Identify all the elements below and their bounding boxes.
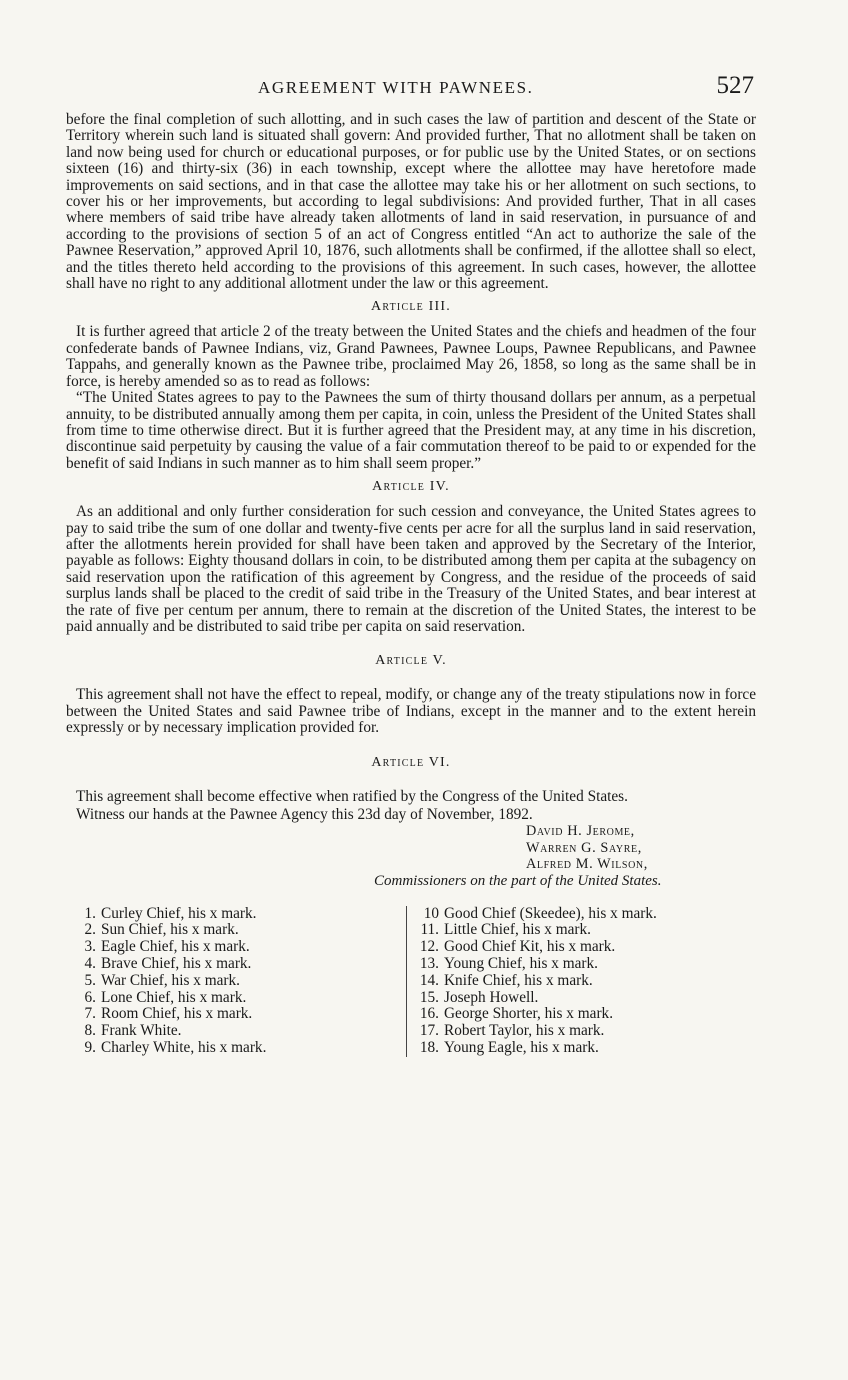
signatory-name: Young Chief, his x mark. bbox=[444, 955, 598, 973]
list-item bbox=[74, 939, 394, 956]
signatory-name: War Chief, his x mark. bbox=[101, 971, 240, 989]
signatory-name: Brave Chief, his x mark. bbox=[101, 955, 252, 973]
list-item bbox=[415, 906, 765, 923]
list-item bbox=[415, 990, 765, 1007]
list-item bbox=[415, 922, 765, 939]
document-page bbox=[66, 72, 756, 1066]
signatory-name: Young Eagle, his x mark. bbox=[444, 1039, 599, 1056]
signatory-name: Lone Chief, his x mark. bbox=[101, 988, 247, 1006]
witness-line: Witness our hands at the Pawnee Agency this 23d day of November, 1892. bbox=[76, 806, 533, 823]
commissioner-name: Alfred M. Wilson, bbox=[526, 856, 648, 873]
list-item bbox=[415, 1040, 765, 1057]
list-item bbox=[74, 956, 394, 973]
article-3-heading: Article III. bbox=[371, 299, 451, 315]
list-number: 10 bbox=[423, 904, 439, 922]
article-5-heading: Article V. bbox=[375, 653, 447, 669]
signatory-name: Sun Chief, his x mark. bbox=[101, 921, 239, 939]
list-number: 13. bbox=[419, 955, 439, 973]
running-title: AGREEMENT WITH PAWNEES. bbox=[258, 78, 534, 97]
signatory-list bbox=[66, 906, 756, 1066]
running-header bbox=[66, 72, 756, 112]
signatory-name: Good Chief Kit, his x mark. bbox=[444, 938, 616, 956]
list-item bbox=[415, 956, 765, 973]
list-number: 14. bbox=[419, 971, 439, 989]
list-number: 7. bbox=[84, 1005, 96, 1023]
list-number: 2. bbox=[84, 921, 96, 939]
list-number: 12. bbox=[419, 938, 439, 956]
list-number: 1. bbox=[84, 904, 96, 922]
article-6-paragraph: This agreement shall become effective when ratified by the Congress of the United States. bbox=[76, 787, 628, 805]
list-number: 15. bbox=[419, 988, 439, 1006]
page-number: 527 bbox=[716, 72, 754, 99]
list-number: 11. bbox=[420, 921, 439, 939]
list-item bbox=[415, 1023, 765, 1040]
list-item bbox=[74, 906, 394, 923]
list-number: 3. bbox=[84, 938, 96, 956]
signatory-name: Curley Chief, his x mark. bbox=[101, 904, 257, 922]
list-item bbox=[74, 1006, 394, 1023]
list-number: 8. bbox=[84, 1022, 96, 1040]
list-number: 16. bbox=[419, 1005, 439, 1023]
signatory-name: Good Chief (Skeedee), his x mark. bbox=[444, 904, 657, 922]
article-5-paragraph: This agreement shall not have the effect to repeal, modify, or change any of the treaty stipulations now in force between the United States and said Pawnee tribe of Indians, except in the manner and to the extent herein expressly or by necessary implication provided for. bbox=[66, 686, 756, 737]
article-4-paragraph: As an additional and only further consideration for such cession and conveyance, the United States agrees to pay to said tribe the sum of one dollar and twenty-five cents per acre for all the surplus land in said reservation, after the allotments herein provided for shall have been taken and approved by the Secretary of the Interior, payable as follows: Eighty thousand dollars in coin, to be distributed among them per capita at the subagency on said reservation upon the ratification of this agreement by Congress, and the residue of the proceeds of said surplus lands shall be placed to the credit of said tribe in the Treasury of the United States, and bear interest at the rate of five per centum per annum, there to remain at the discretion of the United States, the interest to be paid annually and be distributed to said tribe per capita on said reservation. bbox=[66, 503, 756, 635]
commissioner-signatures bbox=[526, 823, 756, 872]
list-item bbox=[74, 990, 394, 1007]
signatory-column-right bbox=[406, 906, 765, 1057]
list-item bbox=[74, 973, 394, 990]
paragraph-continued: before the final completion of such allotting, and in such cases the law of partition and descent of the State or Territory wherein such land is situated shall govern: And provided further, That no allotment shall be taken on land now being used for church or educational purposes, or for public use by the United States, or on sections sixteen (16) and thirty-six (36) in each township, except where the allottee may have heretofore made improvements on said sections, and in that case the allottee may take his or her allotment on such sections, to cover his or her improvements, but according to legal subdivisions: And provided further, That in all cases where members of said tribe have already taken allotments of land in said reservation, in pursuance of and according to the provisions of section 5 of an act of Congress entitled “An act to authorize the sale of the Pawnee Reservation,” approved April 10, 1876, such allotments shall be confirmed, if the allottee shall so elect, and the titles thereto held according to the provisions of this agreement. In such cases, however, the allottee shall have no right to any additional allotment under the law or this agreement. bbox=[66, 111, 756, 293]
list-item bbox=[415, 1006, 765, 1023]
article-3-paragraph-2: “The United States agrees to pay to the Pawnees the sum of thirty thousand dollars per annum, as a perpetual annuity, to be distributed annually among them per capita, in coin, unless the President of the United States shall from time to time otherwise direct. But it is further agreed that the President may, at any time in his discretion, discontinue said perpetuity by causing the value of a fair commutation thereof to be paid to or expended for the benefit of said Indians in such manner as to him shall seem proper.” bbox=[66, 389, 756, 472]
list-number: 4. bbox=[84, 955, 96, 973]
signatory-name: George Shorter, his x mark. bbox=[444, 1005, 614, 1023]
list-item bbox=[74, 1040, 394, 1057]
list-item bbox=[74, 922, 394, 939]
commissioners-title: Commissioners on the part of the United States. bbox=[374, 872, 662, 889]
list-number: 9. bbox=[84, 1039, 96, 1056]
signatory-name: Little Chief, his x mark. bbox=[444, 921, 591, 939]
article-3-paragraph-1: It is further agreed that article 2 of the treaty between the United States and the chiefs and headmen of the four confederate bands of Pawnee Indians, viz, Grand Pawnees, Pawnee Loups, Pawnee Republicans, and Pawnee Tappahs, and generally known as the Pawnee tribe, proclaimed May 26, 1858, so long as the same shall be in force, is hereby amended so as to read as follows: bbox=[66, 323, 756, 390]
list-number: 6. bbox=[84, 988, 96, 1006]
article-4-heading: Article IV. bbox=[372, 479, 450, 495]
signatory-name: Room Chief, his x mark. bbox=[101, 1005, 253, 1023]
list-number: 17. bbox=[419, 1022, 439, 1040]
signatory-name: Charley White, his x mark. bbox=[101, 1039, 267, 1056]
signatory-name: Frank White. bbox=[101, 1022, 182, 1040]
article-6-heading: Article VI. bbox=[371, 754, 451, 770]
list-number: 18. bbox=[419, 1039, 439, 1056]
signatory-name: Joseph Howell. bbox=[444, 988, 539, 1006]
list-number: 5. bbox=[84, 971, 96, 989]
signatory-name: Knife Chief, his x mark. bbox=[444, 971, 593, 989]
list-item bbox=[74, 1023, 394, 1040]
signatory-name: Robert Taylor, his x mark. bbox=[444, 1022, 605, 1040]
commissioner-name: David H. Jerome, bbox=[526, 823, 635, 840]
list-item bbox=[415, 939, 765, 956]
signatory-name: Eagle Chief, his x mark. bbox=[101, 938, 250, 956]
commissioner-name: Warren G. Sayre, bbox=[526, 839, 642, 856]
signatory-column-left bbox=[74, 906, 394, 1057]
list-item bbox=[415, 973, 765, 990]
